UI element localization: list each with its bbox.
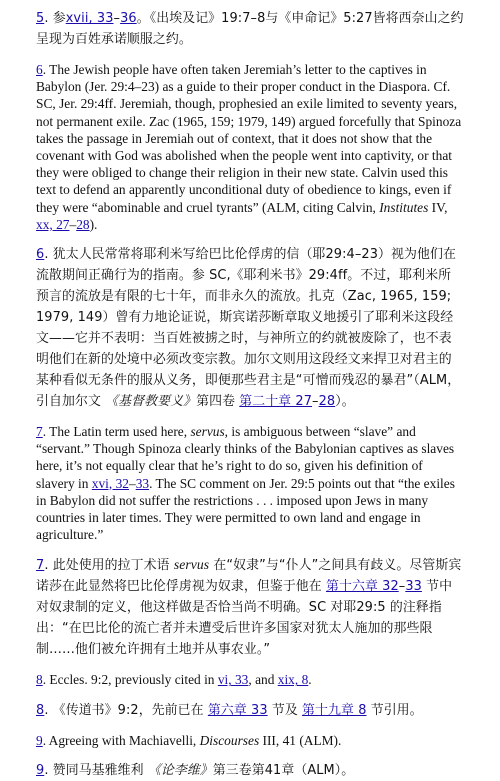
footnote-9-en bbox=[36, 732, 464, 749]
note-text: , is ambiguous between “slave” and “servant.” Though Spinoza clearly thinks of the Babylonian captives as slaves here, it’s not equally clear that he’s right to do so, given his definition of slavery in bbox=[36, 424, 455, 491]
italic-text: Discourses bbox=[199, 732, 260, 748]
note-text: IV, bbox=[428, 199, 448, 215]
note-text: 节中对奴隶制的定义，他这样做是否恰当尚不明确。SC 对耶29:5 的注释指出：“在巴比伦的流亡者并未遭受后世许多国家对犹太人施加的那些限制……他们被允许拥有土地并从事农业。” bbox=[36, 579, 453, 658]
cross-reference-link[interactable]: 28 bbox=[76, 216, 90, 232]
note-text: 第四卷 bbox=[196, 394, 240, 410]
cross-reference-link[interactable]: 第十六章 32 bbox=[326, 579, 399, 595]
note-text: 节及 bbox=[267, 702, 303, 718]
note-text: 在“奴隶”与“仆人”之间具有歧义。尽管斯宾诺莎在此显然将巴比伦俘虏视为奴隶，但鉴于他在 bbox=[36, 558, 462, 595]
note-text: . 《传道书》9:2，先前已在 bbox=[44, 702, 208, 718]
footnote-7-en bbox=[36, 423, 464, 543]
note-text: – bbox=[128, 475, 136, 491]
cross-reference-link[interactable]: 第十九章 8 bbox=[302, 702, 367, 718]
footnote-number-link[interactable]: 9 bbox=[36, 762, 45, 778]
cross-reference-link[interactable]: xx, 27 bbox=[36, 216, 70, 232]
note-text: 节引用。 bbox=[366, 702, 423, 718]
note-text: , and bbox=[248, 672, 278, 688]
footnote-number-link[interactable]: 7 bbox=[36, 558, 45, 574]
note-text: – bbox=[69, 216, 77, 232]
note-text: . The Latin term used here, bbox=[42, 424, 191, 440]
footnote-9-zh bbox=[36, 760, 464, 781]
cross-reference-link[interactable]: 28 bbox=[318, 394, 336, 410]
footnote-number-link[interactable]: 8 bbox=[36, 702, 45, 718]
cross-reference-link[interactable]: vi, 33 bbox=[217, 672, 249, 688]
footnote-6-zh bbox=[36, 244, 464, 412]
note-text: . bbox=[308, 672, 312, 688]
cross-reference-link[interactable]: 33 bbox=[135, 475, 150, 491]
note-text: III, 41 (ALM). bbox=[259, 732, 342, 748]
cross-reference-link[interactable]: 36 bbox=[120, 11, 137, 26]
footnote-6-en bbox=[36, 61, 464, 233]
note-text: . 此处使用的拉丁术语 bbox=[44, 558, 174, 574]
note-text: ). bbox=[89, 216, 98, 232]
italic-text: servus bbox=[173, 557, 210, 573]
footnote-8-zh bbox=[36, 700, 464, 721]
note-text: – bbox=[398, 579, 406, 595]
footnote-7-zh bbox=[36, 554, 464, 660]
note-text: . 赞同马基雅维利 bbox=[44, 762, 148, 778]
note-text: ）。 bbox=[335, 394, 355, 410]
note-text: . Agreeing with Machiavelli, bbox=[42, 732, 200, 748]
footnote-number-link[interactable]: 6 bbox=[36, 62, 43, 77]
cross-reference-link[interactable]: 33 bbox=[405, 579, 422, 595]
note-text: – bbox=[312, 394, 319, 410]
note-text: . The Jewish people have often taken Jeremiah’s letter to the captives in Babylon (Jer. 29:4–23) as a guide to their proper conduct in the Diaspora. Cf. SC, Jer. 29:4ff. Jeremiah, though, prophesied an exile limited to seventy years, not permanent exile. Zac (1965, 159; 1979, 149) argued forcefully that Spinoza takes the passage in Jeremiah out of context, that it does not show that the covenant with God was abolished when the people went into captivity, or that they were obliged to change their religion in their new state. Calvin used this text to defend an apparently unconditional duty of obedience to kings, even if they were “abominable and cruel tyrants” (ALM, citing Calvin, bbox=[36, 62, 462, 215]
footnote-number-link[interactable]: 5 bbox=[36, 11, 45, 26]
note-text: 第三卷第41章（ALM）。 bbox=[212, 762, 355, 778]
note-text: . 参 bbox=[44, 11, 66, 26]
footnote-number-link[interactable]: 7 bbox=[36, 424, 43, 440]
italic-text: 《基督教要义》 bbox=[105, 394, 197, 410]
note-text: . The SC comment on Jer. 29:5 points out that “the exiles in Babylon did not suffer the restrictions . . . imposed upon Jews in many countries in later times. They were permitted to own land and engage in agriculture.” bbox=[36, 475, 455, 543]
footnote-number-link[interactable]: 9 bbox=[36, 732, 43, 748]
note-text: – bbox=[113, 11, 121, 26]
footnote-8-en bbox=[36, 671, 464, 688]
italic-text: Institutes bbox=[379, 199, 429, 215]
cross-reference-link[interactable]: 第二十章 27 bbox=[239, 394, 313, 410]
cross-reference-link[interactable]: xix, 8 bbox=[277, 672, 309, 688]
note-text: . Eccles. 9:2, previously cited in bbox=[42, 672, 218, 688]
note-text: . 犹太人民常常将耶利米写给巴比伦俘虏的信（耶29:4–23）视为他们在流散期间正确行为的指南。参 SC,《耶利米书》29:4ff。不过，耶利米所预言的流放是有限的七十年，而非永久的流放。扎克（Zac, 1965, 159; 1979, 149）曾有力地论证说，斯宾诺莎断章取义地援引了耶利米这段经文——它并不表明：当百姓被掳之时，与神所立的约就被废除了，也不表明他们在新的处境中必须改变宗教。加尔文则用这段经文来捍卫对君主的某种看似无条件的服从义务，即便那些君主是“可憎而残忍的暴君”（ALM，引自加尔文 bbox=[36, 247, 461, 410]
cross-reference-link[interactable]: 第六章 33 bbox=[207, 702, 268, 718]
cross-reference-link[interactable]: xvi, 32 bbox=[91, 475, 129, 491]
cross-reference-link[interactable]: xvii, 33 bbox=[65, 11, 114, 26]
note-text: 。《出埃及记》19:7–8与《申命记》5:27皆将西奈山之约呈现为百姓承诺顺服之约。 bbox=[36, 11, 464, 47]
footnote-number-link[interactable]: 6 bbox=[36, 247, 45, 263]
footnote-5-zh bbox=[36, 8, 464, 50]
footnote-number-link[interactable]: 8 bbox=[36, 672, 43, 688]
italic-text: 《论李维》 bbox=[147, 762, 213, 778]
italic-text: servus bbox=[190, 424, 225, 440]
